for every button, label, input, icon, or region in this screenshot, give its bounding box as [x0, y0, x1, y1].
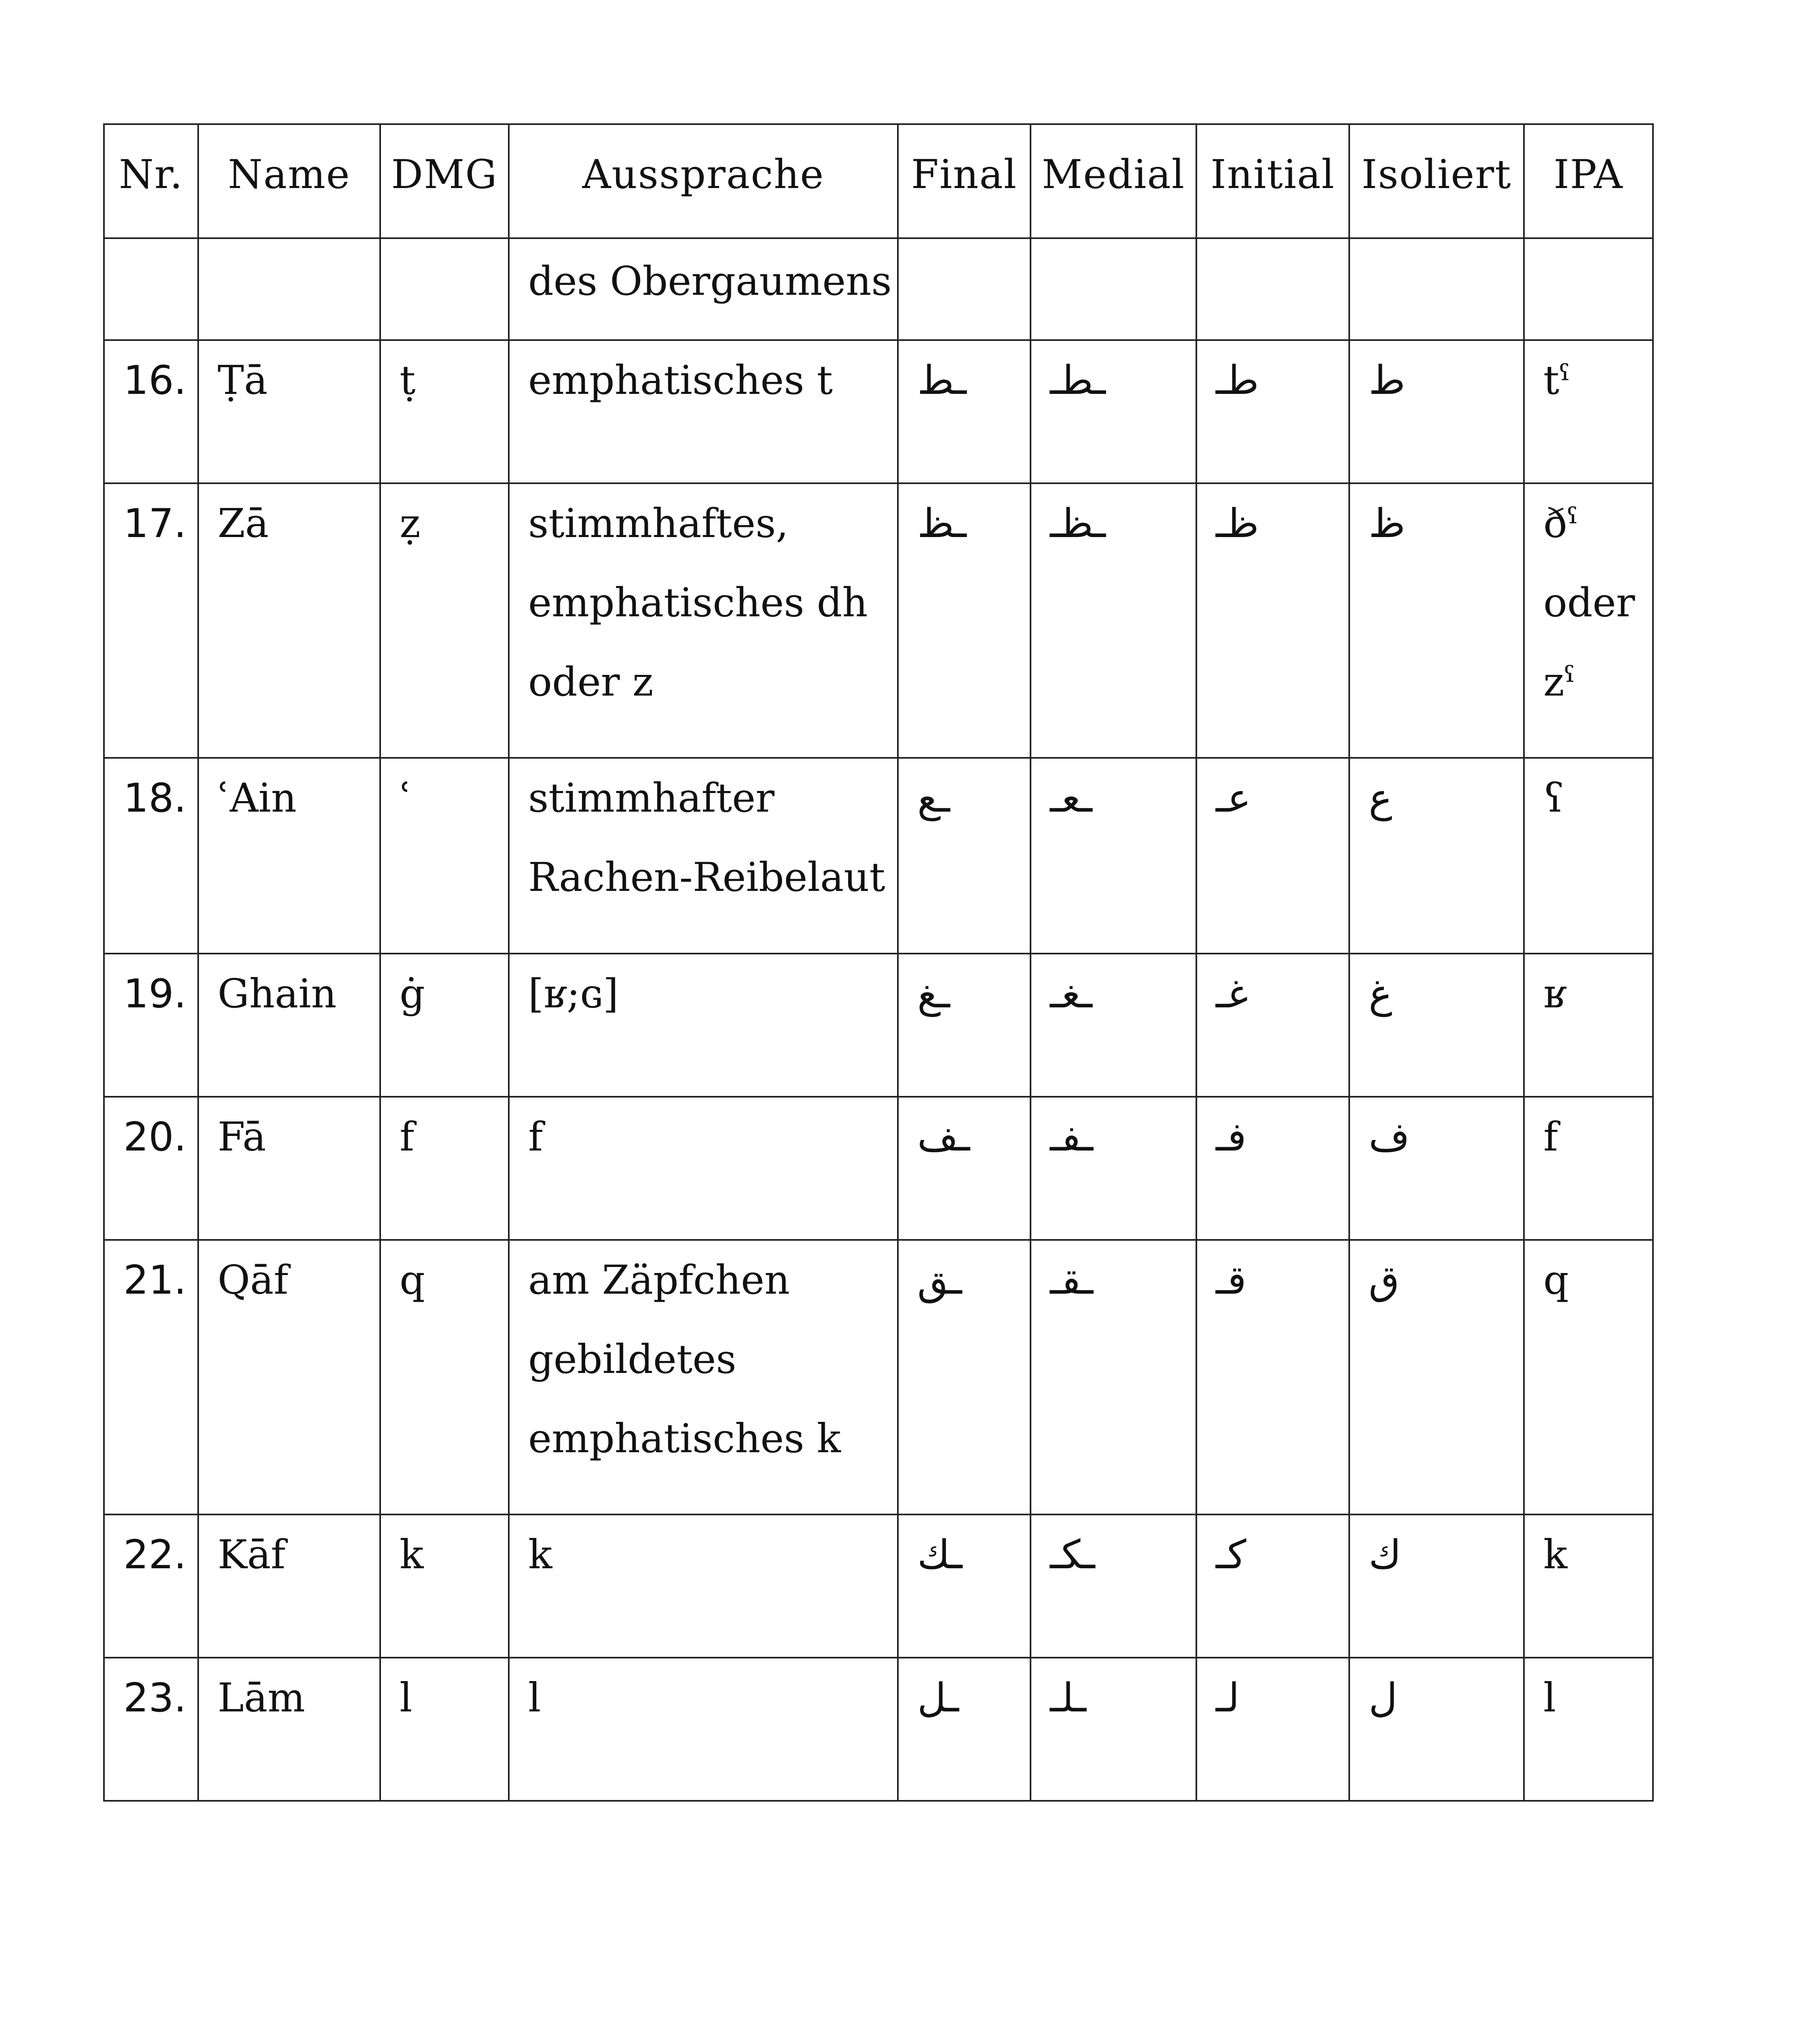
cell-aussprache	[509, 1097, 898, 1240]
cell-nr: 19.	[104, 954, 198, 1097]
cell-name: Lām	[198, 1658, 380, 1801]
cell-dmg: ġ	[380, 954, 509, 1097]
table-row-continuation	[104, 238, 1653, 340]
cell-dmg	[380, 238, 509, 340]
arabic-isoliert-form: ك	[1369, 1532, 1401, 1578]
cell-isoliert	[1349, 1658, 1524, 1801]
cell-dmg: ẓ	[380, 483, 509, 758]
arabic-final-form: ـظ	[917, 501, 967, 547]
arabic-final-form: ـع	[917, 775, 950, 821]
cell-initial	[1196, 483, 1349, 758]
aussprache-line: am Zäpfchen	[528, 1257, 790, 1303]
table-row	[104, 1514, 1653, 1658]
aussprache-line: gebildetes	[528, 1337, 736, 1383]
arabic-initial-form: ظـ	[1216, 501, 1259, 547]
table-row	[104, 758, 1653, 954]
cell-ipa	[1524, 1658, 1653, 1801]
cell-final	[898, 954, 1031, 1097]
aussprache-line: [ʁ;ɢ]	[528, 971, 619, 1017]
header-dmg: DMG	[380, 124, 509, 238]
cell-nr: 18.	[104, 758, 198, 954]
cell-initial	[1196, 340, 1349, 483]
cell-dmg: f	[380, 1097, 509, 1240]
arabic-initial-form: قـ	[1216, 1257, 1246, 1303]
cell-initial	[1196, 1658, 1349, 1801]
cell-isoliert	[1349, 1514, 1524, 1658]
cell-dmg: ʿ	[380, 758, 509, 954]
cell-aussprache	[509, 954, 898, 1097]
arabic-medial-form: ـطـ	[1050, 357, 1106, 404]
table-row	[104, 483, 1653, 758]
cell-ipa	[1524, 758, 1653, 954]
cell-isoliert	[1349, 340, 1524, 483]
ipa-line: k	[1543, 1532, 1568, 1578]
aussprache-line: emphatisches t	[528, 357, 833, 404]
table-row	[104, 340, 1653, 483]
arabic-final-form: ـق	[917, 1257, 962, 1303]
cell-aussprache	[509, 340, 898, 483]
table-row	[104, 954, 1653, 1097]
cell-initial	[1196, 758, 1349, 954]
aussprache-line: oder z	[528, 659, 654, 705]
arabic-isoliert-form: غ	[1369, 971, 1393, 1017]
ipa-line: zˤ	[1543, 659, 1576, 705]
cell-aussprache	[509, 1514, 898, 1658]
cell-name: Fā	[198, 1097, 380, 1240]
ipa-line: q	[1543, 1257, 1569, 1303]
cell-ipa	[1524, 340, 1653, 483]
arabic-final-form: ـك	[917, 1532, 963, 1578]
cell-initial	[1196, 238, 1349, 340]
arabic-isoliert-form: ل	[1369, 1675, 1398, 1721]
cell-ipa	[1524, 483, 1653, 758]
arabic-initial-form: طـ	[1216, 357, 1259, 404]
cell-medial	[1031, 1097, 1196, 1240]
arabic-isoliert-form: ظ	[1369, 501, 1405, 547]
cell-ipa	[1524, 1097, 1653, 1240]
arabic-medial-form: ـظـ	[1050, 501, 1106, 547]
cell-final	[898, 1658, 1031, 1801]
arabic-final-form: ـغ	[917, 971, 950, 1017]
ipa-line: ðˤ	[1543, 501, 1579, 547]
ipa-line: f	[1543, 1114, 1558, 1160]
arabic-isoliert-form: ع	[1369, 775, 1393, 821]
cell-medial	[1031, 1658, 1196, 1801]
table-row	[104, 1240, 1653, 1514]
cell-isoliert	[1349, 758, 1524, 954]
cell-aussprache	[509, 1240, 898, 1514]
aussprache-line: Rachen-Reibelaut	[528, 854, 885, 901]
cell-nr: 20.	[104, 1097, 198, 1240]
table-row	[104, 1097, 1653, 1240]
cell-final	[898, 758, 1031, 954]
cell-final	[898, 238, 1031, 340]
ipa-line: ʕ	[1543, 775, 1565, 821]
header-nr: Nr.	[104, 124, 198, 238]
cell-name: Ṭā	[198, 340, 380, 483]
cell-isoliert	[1349, 1240, 1524, 1514]
ipa-line: oder	[1543, 580, 1635, 626]
cell-nr	[104, 238, 198, 340]
cell-isoliert	[1349, 1097, 1524, 1240]
aussprache-line: stimmhafter	[528, 775, 775, 821]
arabic-medial-form: ـفـ	[1050, 1114, 1093, 1160]
cell-initial	[1196, 1514, 1349, 1658]
aussprache-line: f	[528, 1114, 543, 1160]
cell-medial	[1031, 1240, 1196, 1514]
cell-nr: 23.	[104, 1658, 198, 1801]
header-medial: Medial	[1031, 124, 1196, 238]
cell-final	[898, 340, 1031, 483]
arabic-final-form: ـل	[917, 1675, 959, 1721]
cell-ipa	[1524, 954, 1653, 1097]
arabic-medial-form: ـقـ	[1050, 1257, 1093, 1303]
cell-nr: 21.	[104, 1240, 198, 1514]
ipa-line: l	[1543, 1675, 1556, 1721]
ipa-line: tˤ	[1543, 357, 1570, 404]
cell-initial	[1196, 954, 1349, 1097]
cell-aussprache	[509, 1658, 898, 1801]
cell-medial	[1031, 483, 1196, 758]
header-ipa: IPA	[1524, 124, 1653, 238]
ipa-line: ʁ	[1543, 971, 1566, 1017]
cell-final	[898, 1097, 1031, 1240]
cell-nr: 16.	[104, 340, 198, 483]
cell-final	[898, 483, 1031, 758]
table-header-row	[104, 124, 1653, 238]
arabic-medial-form: ـعـ	[1050, 775, 1092, 821]
cell-final	[898, 1514, 1031, 1658]
aussprache-line: emphatisches dh	[528, 580, 868, 626]
cell-isoliert	[1349, 238, 1524, 340]
cell-name: Qāf	[198, 1240, 380, 1514]
table-row	[104, 1658, 1653, 1801]
cell-medial	[1031, 1514, 1196, 1658]
cell-aussprache	[509, 758, 898, 954]
aussprache-line: emphatisches k	[528, 1416, 841, 1462]
aussprache-line: k	[528, 1532, 552, 1578]
cell-nr: 17.	[104, 483, 198, 758]
cell-final	[898, 1240, 1031, 1514]
arabic-isoliert-form: ف	[1369, 1114, 1410, 1160]
cell-dmg: ṭ	[380, 340, 509, 483]
arabic-isoliert-form: ط	[1369, 357, 1405, 404]
header-initial: Initial	[1196, 124, 1349, 238]
arabic-initial-form: غـ	[1216, 971, 1248, 1017]
arabic-medial-form: ـكـ	[1050, 1532, 1095, 1578]
cell-initial	[1196, 1240, 1349, 1514]
arabic-initial-form: عـ	[1216, 775, 1251, 821]
cell-medial	[1031, 758, 1196, 954]
aussprache-line: l	[528, 1675, 541, 1721]
header-name: Name	[198, 124, 380, 238]
arabic-final-form: ـط	[917, 357, 967, 404]
cell-isoliert	[1349, 954, 1524, 1097]
arabic-initial-form: لـ	[1216, 1675, 1240, 1721]
arabic-medial-form: ـلـ	[1050, 1675, 1086, 1721]
cell-isoliert	[1349, 483, 1524, 758]
cell-initial	[1196, 1097, 1349, 1240]
cell-name	[198, 238, 380, 340]
cell-ipa	[1524, 1240, 1653, 1514]
cell-dmg: l	[380, 1658, 509, 1801]
cell-dmg: k	[380, 1514, 509, 1658]
arabic-alphabet-table	[103, 123, 1654, 1802]
arabic-initial-form: كـ	[1216, 1532, 1246, 1578]
arabic-initial-form: فـ	[1216, 1114, 1246, 1160]
aussprache-line: stimmhaftes,	[528, 501, 789, 547]
cell-name: ʿAin	[198, 758, 380, 954]
cell-name: Zā	[198, 483, 380, 758]
header-aussprache: Aussprache	[509, 124, 898, 238]
cell-medial	[1031, 340, 1196, 483]
cell-nr: 22.	[104, 1514, 198, 1658]
cell-aussprache	[509, 483, 898, 758]
cell-ipa	[1524, 238, 1653, 340]
arabic-isoliert-form: ق	[1369, 1257, 1400, 1303]
cell-ipa	[1524, 1514, 1653, 1658]
cell-aussprache: des Obergaumens	[509, 238, 898, 340]
cell-medial	[1031, 238, 1196, 340]
header-isoliert: Isoliert	[1349, 124, 1524, 238]
cell-dmg: q	[380, 1240, 509, 1514]
arabic-medial-form: ـغـ	[1050, 971, 1092, 1017]
cell-name: Kāf	[198, 1514, 380, 1658]
arabic-final-form: ـف	[917, 1114, 970, 1160]
header-final: Final	[898, 124, 1031, 238]
cell-name: Ghain	[198, 954, 380, 1097]
cell-medial	[1031, 954, 1196, 1097]
